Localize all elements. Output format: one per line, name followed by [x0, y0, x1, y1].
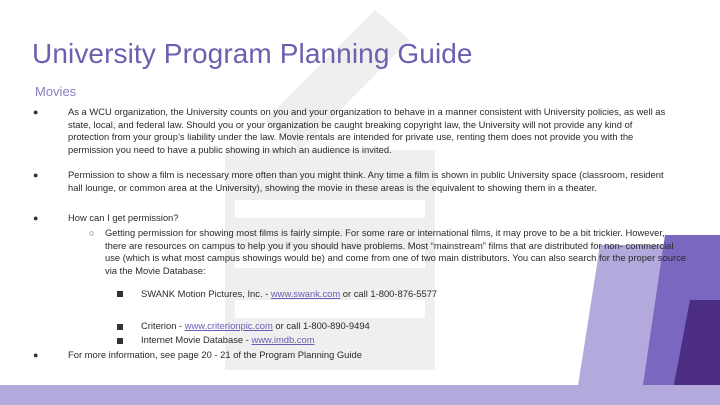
square-bullet [117, 291, 123, 297]
distributor-swank [141, 288, 581, 301]
distributor-criterion [141, 320, 581, 333]
bullet-copyright-policy: As a WCU organization, the University counts on you and your organization to behave in a manner consistent with University policies, as well as state, local, and federal law. Should you or your organization be caught breaking copyright law, the University will not provide any kind of protection from your group’s liability under the law. Movie rentals are intended for private use, renting them does not provide you with the permission you need to have a public showing in which an audience is invited. [68, 106, 666, 155]
imdb-link[interactable]: www.imdb.com [251, 334, 315, 345]
distributor-name: SWANK Motion Pictures, Inc. - [141, 288, 271, 299]
distributor-name: Criterion - [141, 320, 185, 331]
bullet-more-info: For more information, see page 20 - 21 of the Program Planning Guide [68, 349, 362, 360]
swank-link[interactable]: www.swank.com [270, 288, 341, 299]
bullet-dot: ● [33, 350, 39, 360]
page-title: University Program Planning Guide [32, 38, 473, 69]
bottom-band [0, 385, 720, 405]
criterion-link[interactable]: www.criterionpic.com [184, 320, 273, 331]
square-bullet [117, 324, 123, 330]
bullet-permission-needed: Permission to show a film is necessary more often than you might think. Any time a film is shown in public University space (classroom, resident hall lounge, or common area at the University), showing the movie in these areas is the equivalent to showing them in a theater. [68, 169, 664, 193]
bullet-how-get-permission: How can I get permission? [68, 212, 179, 223]
sub-bullet-circle: ○ [89, 228, 95, 238]
watermark-text: CAMERAMAN [235, 355, 340, 374]
section-subtitle: Movies [35, 84, 77, 99]
sub-bullet-getting-permission: Getting permission for showing most films is fairly simple. For some rare or international films, it may prove to be a bit trickier. However, there are resources on campus to help you if you should have problems. Most “mainstream” films that are distributed for non- commercial use (which is what most campus showings would be) and come from one of two main distributors. You can also search for the proper source via the Movie Database: [105, 227, 687, 276]
distributor-phone: or call 1-800-890-9494 [272, 320, 370, 331]
distributor-imdb [141, 334, 581, 347]
bullet-dot: ● [33, 170, 39, 180]
distributor-name: Internet Movie Database - [141, 334, 252, 345]
square-bullet [117, 338, 123, 344]
distributor-phone: or call 1-800-876-5577 [340, 288, 438, 299]
bullet-dot: ● [33, 213, 39, 223]
bullet-dot: ● [33, 107, 39, 117]
